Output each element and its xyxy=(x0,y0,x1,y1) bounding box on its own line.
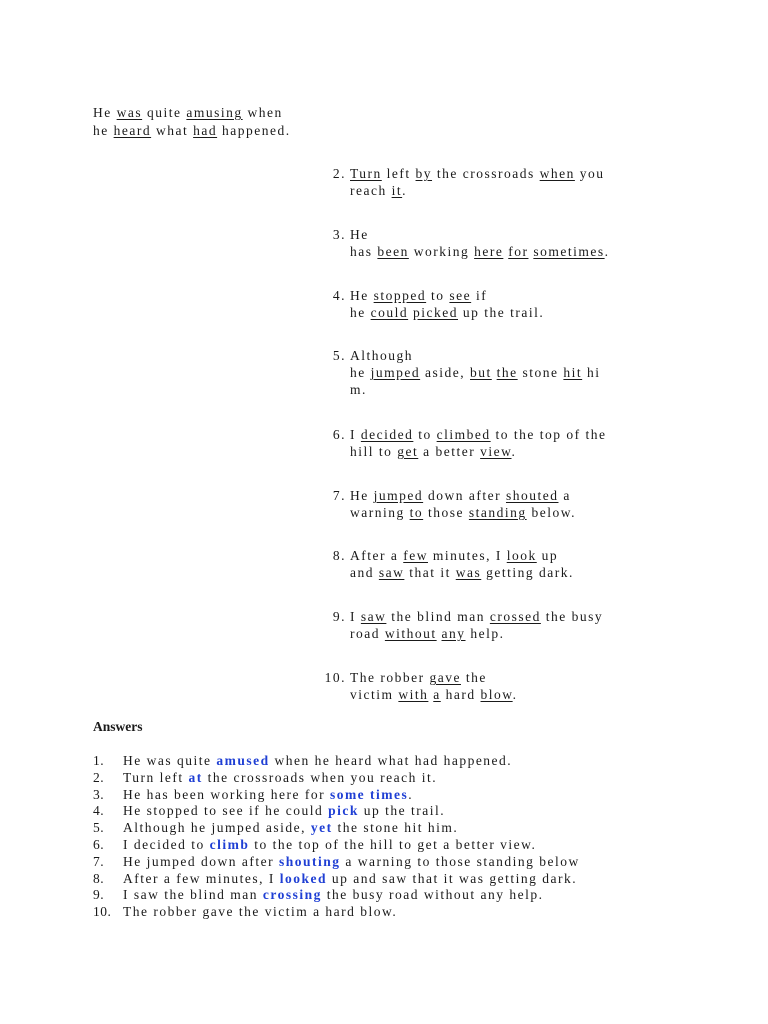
text-line xyxy=(350,243,609,260)
text-segment: . xyxy=(511,444,517,459)
underlined-word: heard xyxy=(113,123,152,138)
underlined-word: picked xyxy=(413,305,458,320)
question-number: 9. xyxy=(332,609,346,624)
text-segment: he xyxy=(93,123,114,138)
underlined-word: view xyxy=(480,444,512,459)
text-line xyxy=(350,625,603,642)
text-segment: . xyxy=(512,687,518,702)
answer-text: He stopped to see if he could xyxy=(123,803,329,819)
text-segment: to xyxy=(413,427,437,442)
text-segment: stone xyxy=(517,365,564,380)
underlined-word: shouted xyxy=(505,488,559,503)
text-line xyxy=(350,381,601,398)
text-line xyxy=(350,426,606,443)
text-segment: below. xyxy=(526,505,577,520)
answer-number: 5. xyxy=(93,820,105,836)
question-number: 6. xyxy=(332,427,346,442)
answer-item xyxy=(93,787,580,804)
text-segment: He xyxy=(350,488,374,503)
question-6 xyxy=(350,426,606,460)
underlined-word: had xyxy=(193,123,218,138)
text-segment: the blind man xyxy=(386,609,490,624)
underlined-word: with xyxy=(398,687,429,702)
question-number: 8. xyxy=(332,548,346,563)
question-number: 10. xyxy=(324,670,346,685)
answer-item xyxy=(93,871,580,888)
underlined-word: could xyxy=(370,305,409,320)
corrected-word: shouting xyxy=(278,853,341,869)
underlined-word: blow xyxy=(480,687,513,702)
answer-number: 3. xyxy=(93,786,105,802)
answer-number: 2. xyxy=(93,769,105,785)
text-segment: warning xyxy=(350,505,410,520)
corrected-word: pick xyxy=(328,803,359,819)
underlined-word: was xyxy=(455,565,482,580)
underlined-word: decided xyxy=(360,427,414,442)
answer-text: the stone hit him. xyxy=(332,820,459,836)
question-3 xyxy=(350,226,609,260)
answer-number: 1. xyxy=(93,753,105,768)
underlined-word: jumped xyxy=(370,365,421,380)
underlined-word: sometimes xyxy=(533,244,605,259)
answer-item xyxy=(93,770,580,787)
underlined-word: crossed xyxy=(489,609,541,624)
text-line xyxy=(93,104,283,121)
text-segment: m. xyxy=(350,382,367,397)
text-segment: Although xyxy=(350,348,414,363)
question-number: 3. xyxy=(332,227,346,242)
answer-text: . xyxy=(408,786,414,802)
answer-number: 9. xyxy=(93,887,105,903)
text-segment: down after xyxy=(423,488,506,503)
underlined-word: Turn xyxy=(350,166,382,181)
underlined-word: by xyxy=(415,166,433,181)
text-segment: road xyxy=(350,626,385,641)
text-segment: After a xyxy=(350,548,404,563)
text-segment: victim xyxy=(350,687,399,702)
text-line xyxy=(350,182,605,199)
text-segment: getting dark. xyxy=(481,565,574,580)
answer-text: the crossroads when you reach it. xyxy=(202,769,438,785)
answer-item xyxy=(93,820,580,837)
question-4 xyxy=(350,287,544,321)
underlined-word: gave xyxy=(429,670,461,685)
text-segment: he xyxy=(350,305,371,320)
text-segment: left xyxy=(381,166,416,181)
text-segment: reach xyxy=(350,183,392,198)
text-segment: up xyxy=(536,548,559,563)
answer-text: I saw the blind man xyxy=(123,887,263,903)
underlined-word: the xyxy=(496,365,518,380)
text-segment: hi xyxy=(582,365,601,380)
corrected-word: some times xyxy=(329,786,409,802)
underlined-word: amusing xyxy=(186,105,243,120)
answer-item xyxy=(93,753,580,770)
question-8 xyxy=(350,547,574,581)
text-segment: minutes, I xyxy=(427,548,507,563)
underlined-word: when xyxy=(539,166,575,181)
underlined-word: saw xyxy=(378,565,405,580)
text-line xyxy=(350,364,601,381)
text-segment: when xyxy=(242,105,283,120)
text-segment: up the trail. xyxy=(458,305,545,320)
underlined-word: stopped xyxy=(373,288,427,303)
question-number: 5. xyxy=(332,348,346,363)
underlined-word: without xyxy=(384,626,437,641)
text-segment: He xyxy=(93,105,117,120)
text-segment: the busy xyxy=(540,609,604,624)
question-number: 7. xyxy=(332,488,346,503)
text-segment: the crossroads xyxy=(432,166,540,181)
text-segment: The robber xyxy=(350,670,430,685)
answer-text: when he heard what had happened. xyxy=(269,753,513,768)
answer-item xyxy=(93,803,580,820)
answer-number: 4. xyxy=(93,803,105,819)
text-segment: a better xyxy=(418,444,481,459)
text-segment: if xyxy=(471,288,488,303)
underlined-word: saw xyxy=(360,609,387,624)
underlined-word: see xyxy=(449,288,472,303)
text-segment: what xyxy=(151,123,194,138)
answer-text: up and saw that it was getting dark. xyxy=(326,870,578,886)
text-segment: I xyxy=(350,609,361,624)
underlined-word: few xyxy=(403,548,428,563)
text-segment: to the top of the xyxy=(490,427,607,442)
text-segment: He xyxy=(350,288,374,303)
answer-item xyxy=(93,837,580,854)
text-line xyxy=(350,165,605,182)
underlined-word: jumped xyxy=(373,488,424,503)
question-5 xyxy=(350,347,601,398)
corrected-word: climb xyxy=(209,836,250,852)
question-number: 4. xyxy=(332,288,346,303)
answer-text: Turn left xyxy=(123,769,189,785)
answer-text: a warning to those standing below xyxy=(340,853,580,869)
text-segment: I xyxy=(350,427,361,442)
text-segment: those xyxy=(423,505,469,520)
text-segment: aside, xyxy=(420,365,470,380)
text-segment: and xyxy=(350,565,379,580)
underlined-word: here xyxy=(474,244,504,259)
text-segment: help. xyxy=(465,626,505,641)
underlined-word: a xyxy=(433,687,441,702)
question-number: 2. xyxy=(332,166,346,181)
underlined-word: look xyxy=(506,548,537,563)
text-line xyxy=(350,304,544,321)
answer-number: 8. xyxy=(93,870,105,886)
text-line xyxy=(350,564,574,581)
question-9 xyxy=(350,608,603,642)
text-segment: hill to xyxy=(350,444,398,459)
corrected-word: at xyxy=(188,769,203,785)
underlined-word: was xyxy=(116,105,143,120)
text-line xyxy=(350,686,518,703)
question-10 xyxy=(350,669,518,703)
question-7 xyxy=(350,487,576,521)
answer-text: He has been working here for xyxy=(123,786,330,802)
underlined-word: hit xyxy=(563,365,583,380)
answer-text: I decided to xyxy=(123,836,210,852)
corrected-word: yet xyxy=(310,820,333,836)
underlined-word: to xyxy=(409,505,424,520)
corrected-word: crossing xyxy=(262,887,322,903)
question-2 xyxy=(350,165,605,199)
text-segment: has xyxy=(350,244,378,259)
answer-item xyxy=(93,887,580,904)
underlined-word: but xyxy=(470,365,492,380)
answer-text: After a few minutes, I xyxy=(123,870,280,886)
underlined-word: been xyxy=(377,244,409,259)
text-line xyxy=(350,443,606,460)
text-segment: hard xyxy=(440,687,481,702)
answer-list xyxy=(93,753,580,921)
answer-text: Although he jumped aside, xyxy=(123,820,311,836)
text-segment: . xyxy=(604,244,610,259)
answer-item xyxy=(93,854,580,871)
answer-text: up the trail. xyxy=(358,803,446,819)
underlined-word: it xyxy=(391,183,403,198)
text-segment: quite xyxy=(142,105,187,120)
answer-text: the busy road without any help. xyxy=(321,887,544,903)
text-line xyxy=(350,487,576,504)
text-segment: working xyxy=(408,244,475,259)
text-segment: the xyxy=(460,670,487,685)
text-line xyxy=(350,608,603,625)
answer-text: The robber gave the victim a hard blow. xyxy=(123,904,398,920)
corrected-word: amused xyxy=(216,753,270,768)
underlined-word: any xyxy=(441,626,466,641)
answer-text: He jumped down after xyxy=(123,853,279,869)
underlined-word: for xyxy=(508,244,529,259)
underlined-word: get xyxy=(397,444,419,459)
text-line xyxy=(350,287,544,304)
text-line xyxy=(350,547,574,564)
text-segment: he xyxy=(350,365,371,380)
text-segment: to xyxy=(426,288,450,303)
underlined-word: climbed xyxy=(436,427,491,442)
answer-number: 10. xyxy=(93,904,112,920)
text-line xyxy=(350,669,518,686)
text-line xyxy=(350,504,576,521)
answer-item xyxy=(93,904,580,921)
text-segment: . xyxy=(402,183,407,198)
underlined-word: standing xyxy=(468,505,527,520)
text-segment: happened. xyxy=(217,123,291,138)
answer-text: to the top of the hill to get a better view. xyxy=(249,836,537,852)
answer-number: 7. xyxy=(93,853,105,869)
text-segment: He xyxy=(350,227,369,242)
answers-heading: Answers xyxy=(93,719,143,734)
text-line xyxy=(350,226,609,243)
answer-text: He was quite xyxy=(123,753,217,768)
text-segment: a xyxy=(558,488,571,503)
text-segment: that it xyxy=(404,565,456,580)
text-line xyxy=(350,347,601,364)
text-segment: you xyxy=(574,166,605,181)
text-line xyxy=(93,122,291,139)
answer-number: 6. xyxy=(93,836,105,852)
corrected-word: looked xyxy=(279,870,327,886)
